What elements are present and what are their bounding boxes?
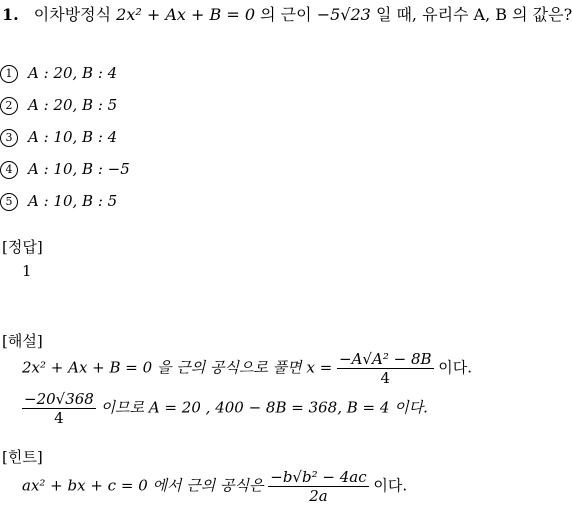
option-5-marker: 5 (0, 193, 18, 211)
fraction-numerator: −b√b² − 4ac (270, 468, 367, 486)
question-equation: 2x² + Ax + B = 0 (116, 5, 256, 24)
option-1[interactable] (0, 63, 117, 83)
option-4-marker: 4 (0, 161, 18, 179)
explanation-line-2 (22, 390, 428, 427)
question-number: 1. (2, 5, 19, 24)
fraction-denominator: 4 (380, 369, 391, 387)
option-4[interactable] (0, 159, 130, 179)
fraction-numerator: −20√368 (24, 390, 94, 408)
explanation-line-1-fraction (337, 350, 433, 387)
option-1-text: A : 20, B : 4 (28, 64, 118, 82)
hint-suffix: 이다. (373, 476, 408, 495)
question-text-middle: 의 근이 (260, 5, 312, 24)
answer-label: [정답] (2, 238, 43, 256)
explanation-label: [해설] (2, 332, 43, 350)
hint-label: [힌트] (2, 448, 43, 466)
fraction-denominator: 2a (309, 487, 328, 505)
fraction-denominator: 4 (54, 409, 64, 427)
hint-prefix: ax² + bx + c = 0 에서 근의 공식은 (22, 476, 264, 495)
option-3-marker: 3 (0, 129, 18, 147)
fraction-numerator: −A√A² − 8B (339, 350, 432, 368)
option-2-marker: 2 (0, 97, 18, 115)
explanation-line-2-suffix: 이므로 A = 20 , 400 − 8B = 368, B = 4 이다. (100, 398, 428, 417)
question-title (2, 4, 572, 26)
option-5[interactable] (0, 191, 117, 211)
explanation-line-1-suffix: 이다. (438, 358, 473, 377)
option-5-text: A : 10, B : 5 (28, 192, 118, 210)
hint-line (22, 468, 407, 505)
option-3-text: A : 10, B : 4 (28, 128, 118, 146)
question-text-prefix: 이차방정식 (33, 5, 112, 24)
option-2[interactable] (0, 95, 117, 115)
explanation-line-1-prefix: 2x² + Ax + B = 0 을 근의 공식으로 풀면 x = (22, 358, 333, 377)
option-4-text: A : 10, B : −5 (28, 160, 130, 178)
answer-value: 1 (22, 262, 32, 280)
option-3[interactable] (0, 127, 117, 147)
option-1-marker: 1 (0, 65, 18, 83)
explanation-line-2-fraction (22, 390, 96, 427)
question-text-suffix: 일 때, 유리수 A, B 의 값은? (375, 5, 572, 24)
explanation-line-1 (22, 350, 472, 387)
question-root: −5√23 (316, 5, 371, 24)
option-2-text: A : 20, B : 5 (28, 96, 118, 114)
hint-fraction (268, 468, 368, 505)
